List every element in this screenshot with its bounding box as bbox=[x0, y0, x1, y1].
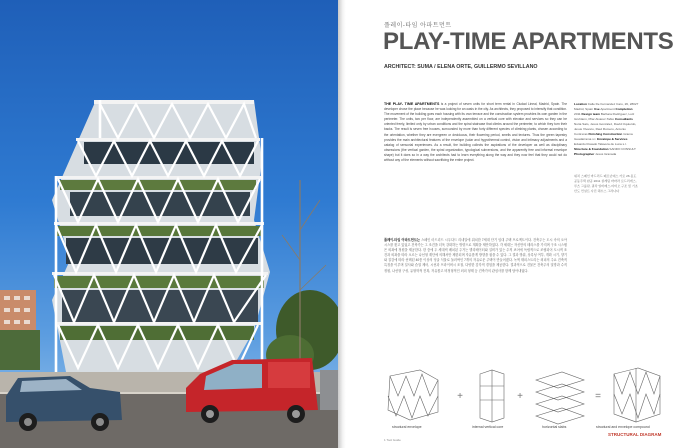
architect-line: ARCHITECT: SUMA / ELENA ORTE, GUILLERMO SEVILLANO bbox=[384, 64, 538, 70]
diagram-label: horizontal slabs bbox=[542, 425, 567, 429]
diagram-title: STRUCTURAL DIAGRAM bbox=[608, 432, 662, 437]
english-body bbox=[384, 102, 567, 163]
page-spine bbox=[338, 0, 346, 448]
plus-operator: + bbox=[457, 391, 463, 402]
credit-value: Apartment bbox=[600, 107, 615, 111]
credit-value: Eduardo Rosado Talavera de Luna s.l. bbox=[574, 142, 627, 146]
diagram-label: internal vertical core bbox=[472, 425, 504, 429]
envelope-drawing bbox=[388, 370, 438, 420]
credit-label: Finishing Construction bbox=[588, 132, 623, 136]
credit-value: Nuria Salo, Jesus Gonzalez, David Izquierdo, Jesus Vivanco, Raul Romero, Antonio Contreras bbox=[574, 122, 637, 136]
korean-text: 스페인 마드리드 시우다드 리네알에 위치한 7세대 단기 임대 주택 프로젝트이다. 건축주는 도시 속의 오아시스를 찾고 있었고 건축가는 그 조건을 더욱 강화하는 방향으로 계획을 제안하였다. 각 세대는 자신만의 테라스를 가지며 구조 시스템은 외곽에 정원을 제공한다. 한 층에 두 세대씩 배치된 주거는 엘리베이터와 설비가 있는 수직 코어에 독립적으로 조립되어 도시적 조건과 외곽을 따라 오르는 나선형 계단에 의해서만 제한되며 자유롭게 방향을 잡을 수 있다. 그 결과 방위, 상록성 여부, 개화 시기, 향기와 질감에 따라 선택된 40종 이상의 덩굴 식물로 둘러싸인 7개의 자유로운 주택이 만들어졌다. 녹색 태피스트리는 외피의 주요 건축적 특징을 이루며 일사와 습열 제어, 시선과 프라이버시 조절, 다양한 감각적 경험을 제공한다. 결과적으로 건물은 건축주의 열망과 수직 정원, 나선형 구성, 유형학적 전복, 자유롭고 비정형적인 외피 형태 등 건축가의 관심사를 함께 담아내었다. bbox=[384, 238, 567, 273]
credit-label: Location bbox=[574, 102, 587, 106]
korean-body bbox=[384, 238, 567, 274]
credit-value: Grama Guadarrama s.l. bbox=[574, 132, 633, 141]
credits-korean: 위치 스페인 마드리드 페르난데스 카로 26 용도 공동주택 완공 2011 설계팀 바바라 로드리게스, 루츠 그룰란, 필라 알바레스-타비오 구조 및 기초 산도 컨설트 사진 헤수스 그라나다 bbox=[574, 174, 638, 193]
credit-label: Design team bbox=[581, 112, 600, 116]
credit-label: Envelope & Services bbox=[597, 137, 628, 141]
credit-label: Use bbox=[593, 107, 600, 111]
korean-kicker: 플레이-타임 아파트먼트 bbox=[384, 23, 452, 29]
credit-label: Structure & Foundation bbox=[574, 147, 609, 151]
diagram-label: structural envelope bbox=[392, 425, 422, 429]
credit-value: Calle De Fernandez Caro, 26, 28027 Madrid, Spain bbox=[574, 102, 639, 111]
page-title: PLAY-TIME APARTMENTS bbox=[383, 28, 674, 55]
korean-lead: 플레이-타임 아파트먼트는 bbox=[384, 238, 421, 242]
credit-value: SANDO CONSULT bbox=[609, 147, 636, 151]
english-text: is a project of seven units for short term rental in Ciudad Lineal, Madrid, Spain. The developer chose the place because he was looking for an oasis in the city. As architects, they proposed to intensify that condition. The movement of the building goes each housing with its own terrace and the construction system provides its own garden in the perimeter. The units, two per floor, are independently assembled on a vertical core with elevator and services so they can be oriented freely, limited only by urban conditions and the spiral staircase that climbs around the perimeter, to which they turn their backs. The result is seven free houses, surrounded by more than forty different species of climbing plants, chosen according to the orientation, whether they are evergreen or deciduous, their flowering period, smells and textures. Thus the green tapestry provides the main architectural features of the envelope (solar and hygrothermal control, vision and intimacy adjustments and a catalog of sensorial experiences. As a result, the building collects the aspirations of the developer as well as disciplinary obsessions (the vertical garden, the spiral organization, typological subversions, and the apparently free and informal envelope shape) but it does so in a way the architects had to learn everything along the way and they now feel that they could not do without any of the elements without sacrificing the entire project. bbox=[384, 102, 567, 163]
page-footer: 1 Tool Guide bbox=[384, 438, 401, 442]
article-page bbox=[346, 0, 674, 448]
credit-label: Consultants bbox=[614, 117, 633, 121]
english-lead: THE PLAY- TIME APARTMENTS bbox=[384, 102, 440, 106]
plus-operator: + bbox=[517, 391, 523, 402]
credit-value: 2011 bbox=[574, 112, 581, 116]
slabs-drawing bbox=[536, 372, 584, 424]
core-drawing bbox=[480, 370, 504, 422]
credit-value: Jesus Granada bbox=[595, 152, 617, 156]
credit-label: Photographer bbox=[574, 152, 595, 156]
credit-label: Completion bbox=[615, 107, 633, 111]
equals-operator: = bbox=[595, 391, 601, 402]
credit-value: Barbara Rodriguez, Lutz Gruhlann, Pilar Alvarez-Tabio bbox=[574, 112, 635, 121]
diagram-label: structural and envelope compound bbox=[596, 425, 650, 429]
compound-drawing bbox=[614, 368, 660, 422]
credits-list bbox=[574, 102, 640, 157]
